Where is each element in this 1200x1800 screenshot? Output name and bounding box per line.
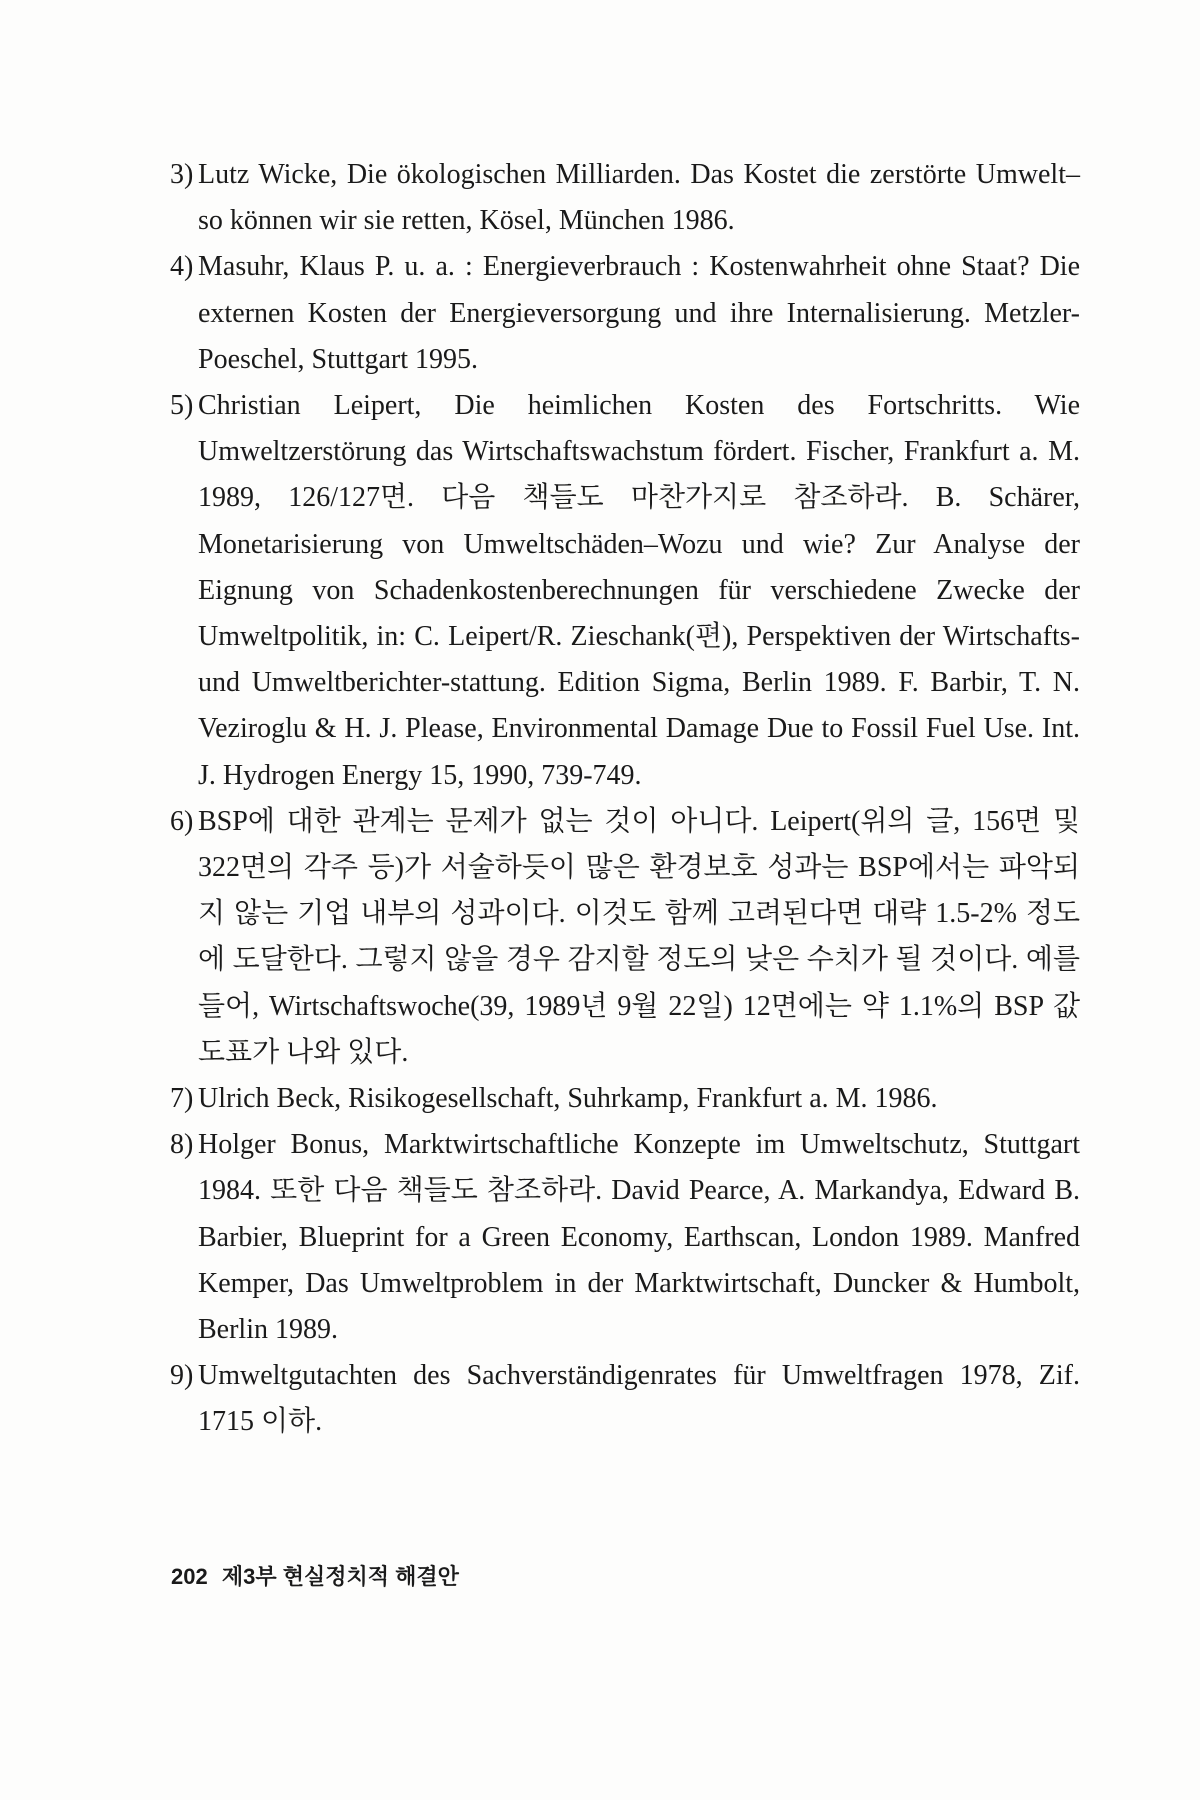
footnote-number: 8) xyxy=(170,1129,194,1161)
running-section-title: 제3부 현실정치적 해결안 xyxy=(221,1564,459,1589)
footnote-text: Holger Bonus, Marktwirtschaftliche Konzepte im Umweltschutz, Stuttgart 1984. 또한 다음 책들도 참조하라. David Pearce, A. Markandya, Edward B. Barbier, Blueprint for a Green Economy, Earthscan, London 1989. Manfred Kemper, Das Umweltproblem in der Marktwirtschaft, Duncker & Humbolt, Berlin 1989. xyxy=(198,1129,1080,1346)
page-footer xyxy=(171,1560,459,1591)
footnote-text: Christian Leipert, Die heimlichen Kosten des Fortschritts. Wie Umweltzerstörung das Wirtschaftswachstum fördert. Fischer, Frankfurt a. M. 1989, 126/127면. 다음 책들도 마찬가지로 참조하라. B. Schärer, Monetarisierung von Umweltschäden–Wozu und wie? Zur Analyse der Eignung von Schadenkostenberechnungen für verschiedene Zwecke der Umweltpolitik, in: C. Leipert/R. Zieschank(편), Perspektiven der Wirtschafts- und Umweltberichter-stattung. Edition Sigma, Berlin 1989. F. Barbir, T. N. Veziroglu & H. J. Please, Environmental Damage Due to Fossil Fuel Use. Int. J. Hydrogen Energy 15, 1990, 739-749. xyxy=(198,390,1080,791)
footnote-4 xyxy=(170,244,1080,383)
footnote-number: 6) xyxy=(170,805,194,837)
footnote-number: 9) xyxy=(170,1360,194,1392)
footnote-number: 7) xyxy=(170,1083,194,1115)
footnote-text: Lutz Wicke, Die ökologischen Milliarden. Das Kostet die zerstörte Umwelt–so können wir sie retten, Kösel, München 1986. xyxy=(198,159,1080,237)
footnote-text: Masuhr, Klaus P. u. a. : Energieverbrauch : Kostenwahrheit ohne Staat? Die externen Kosten der Energieversorgung und ihre Internalisierung. Metzler-Poeschel, Stuttgart 1995. xyxy=(198,251,1080,375)
footnote-9 xyxy=(170,1353,1080,1445)
footnote-number: 5) xyxy=(170,390,194,422)
footnote-3 xyxy=(170,152,1080,244)
footnote-7 xyxy=(170,1076,1080,1122)
footnote-6 xyxy=(170,799,1080,1076)
footnote-text: Ulrich Beck, Risikogesellschaft, Suhrkamp, Frankfurt a. M. 1986. xyxy=(198,1083,938,1115)
footnote-number: 3) xyxy=(170,159,194,190)
footnote-number: 4) xyxy=(170,251,194,283)
footnote-text: Umweltgutachten des Sachverständigenrates für Umweltfragen 1978, Zif. 1715 이하. xyxy=(198,1360,1080,1438)
page-number: 202 xyxy=(171,1564,208,1589)
footnote-text: BSP에 대한 관계는 문제가 없는 것이 아니다. Leipert(위의 글, 156면 및 322면의 각주 등)가 서술하듯이 많은 환경보호 성과는 BSP에서는 파악되지 않는 기업 내부의 성과이다. 이것도 함께 고려된다면 대략 1.5-2% 정도에 도달한다. 그렇지 않을 경우 감지할 정도의 낮은 수치가 될 것이다. 예를 들어, Wirtschaftswoche(39, 1989년 9월 22일) 12면에는 약 1.1%의 BSP 값 도표가 나와 있다. xyxy=(198,805,1080,1068)
footnote-8 xyxy=(170,1122,1080,1353)
footnote-5 xyxy=(170,383,1080,799)
footnote-list xyxy=(170,152,1080,1446)
